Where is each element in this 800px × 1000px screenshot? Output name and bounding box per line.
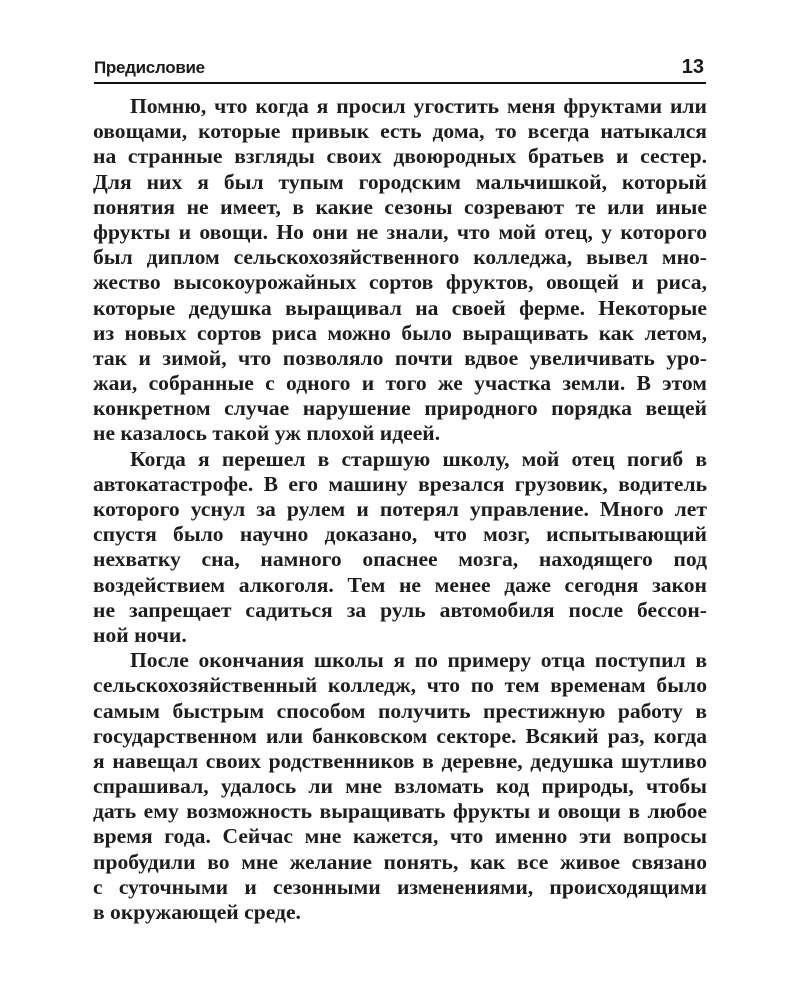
text-line: не запрещает садиться за руль автомобиля после бессон- [93, 597, 707, 622]
text-line: Для них я был тупым городским мальчишкой, который [93, 169, 707, 194]
text-line: сельскохозяйственный колледж, что по тем временам было [93, 673, 707, 698]
text-line: дать ему возможность выращивать фрукты и овощи в любое [93, 799, 707, 824]
text-line: После окончания школы я по примеру отца поступил в [130, 648, 707, 673]
text-line: на странные взгляды своих двоюродных братьев и сестер. [93, 144, 707, 169]
text-line: понятия не имеет, в какие сезоны созревают те или иные [93, 194, 707, 219]
text-line: автокатастрофе. В его машину врезался грузовик, водитель [93, 471, 707, 496]
text-line: овощами, которые привык есть дома, то всегда натыкался [93, 119, 707, 144]
text-line: Помню, что когда я просил угостить меня фруктами или [130, 94, 707, 118]
text-line: так и зимой, что позволяло почти вдвое увеличивать уро- [93, 345, 707, 370]
text-line: ной ночи. [93, 622, 187, 647]
text-line: Когда я перешел в старшую школу, мой отец погиб в [130, 446, 707, 471]
text-line: спустя было научно доказано, что мозг, испытывающий [93, 522, 707, 547]
text-line: конкретном случае нарушение природного порядка вещей [93, 396, 707, 421]
text-line: был диплом сельскохозяйственного колледжа, вывел мно- [93, 245, 707, 270]
text-line: я навещал своих родственников в деревне, дедушка шутливо [93, 748, 707, 773]
text-line: воздействием алкоголя. Тем не менее даже сегодня закон [93, 572, 707, 597]
text-line: пробудили во мне желание понять, как все живое связано [93, 849, 707, 874]
chapter-title: Предисловие [94, 58, 205, 77]
text-line: государственном или банковском секторе. Всякий раз, когда [93, 723, 707, 748]
text-line: самым быстрым способом получить престижную работу в [93, 698, 707, 723]
text-line: время года. Сейчас мне кажется, что именно эти вопросы [93, 824, 707, 849]
running-header [94, 56, 706, 84]
text-line: в окружающей среде. [93, 900, 301, 924]
paragraph-2 [93, 447, 707, 649]
text-line: фрукты и овощи. Но они не знали, что мой отец, у которого [93, 219, 707, 244]
text-line: спрашивал, удалось ли мне взломать код природы, чтобы [93, 774, 707, 799]
text-line: с суточными и сезонными изменениями, происходящими [93, 874, 707, 899]
text-line: из новых сортов риса можно было выращивать как летом, [93, 320, 707, 345]
paragraph-1 [93, 94, 707, 447]
page-number: 13 [681, 56, 704, 78]
text-line: жаи, собранные с одного и того же участка земли. В этом [93, 371, 707, 396]
paragraph-3 [93, 648, 707, 925]
text-line: нехватку сна, намного опаснее мозга, находящего под [93, 547, 707, 572]
text-line: которого уснул за рулем и потерял управление. Много лет [93, 497, 707, 521]
body-text [93, 94, 707, 925]
text-line: не казалось такой уж плохой идеей. [93, 421, 441, 446]
text-line: жество высокоурожайных сортов фруктов, овощей и риса, [93, 270, 707, 295]
text-line: которые дедушка выращивал на своей ферме. Некоторые [93, 295, 707, 320]
